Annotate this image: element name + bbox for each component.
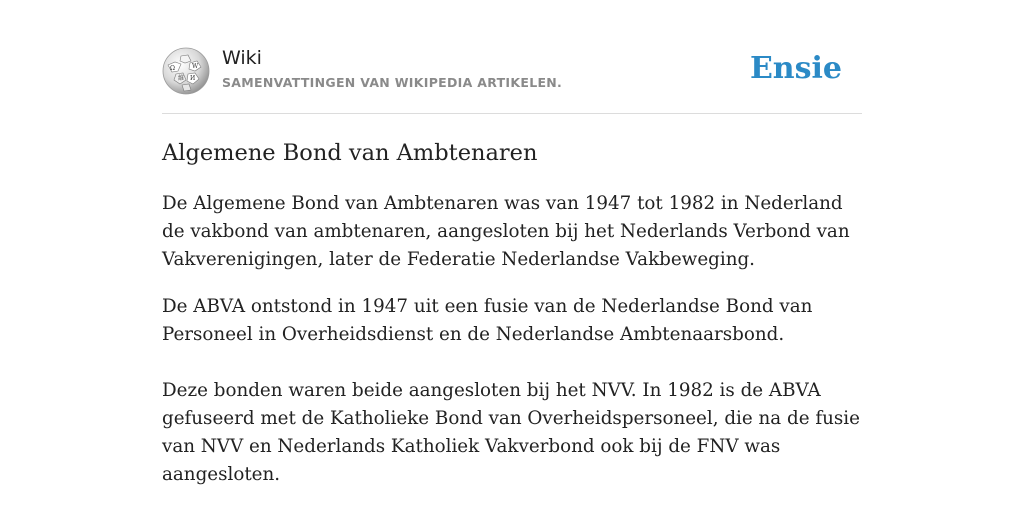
svg-text:維: 維 [178,75,185,82]
svg-text:И: И [190,75,196,82]
article-paragraph: De ABVA ontstond in 1947 uit een fusie van de Nederlandse Bond van Personeel in Overheidsdienst en de Nederlandse Ambtenaarsbond. [162,296,813,345]
site-tagline: SAMENVATTINGEN VAN WIKIPEDIA ARTIKELEN. [222,75,563,90]
site-name[interactable]: Wiki [222,47,262,69]
ensie-brand-link[interactable]: Ensie [749,51,842,86]
svg-text:Ω: Ω [170,65,175,72]
article-title: Algemene Bond van Ambtenaren [162,140,538,166]
site-header [162,44,862,114]
article-content [162,138,862,489]
article-paragraph: Deze bonden waren beide aangesloten bij het NVV. In 1982 is de ABVA gefuseerd met de Katholieke Bond van Overheidspersoneel, die na de fusie van NVV en Nederlands Katholiek Vakverbond ook bij de FNV was aangesloten. [162,380,860,485]
svg-text:W: W [192,63,199,70]
wikipedia-globe-icon[interactable] [162,47,210,95]
article-paragraph: De Algemene Bond van Ambtenaren was van 1947 tot 1982 in Nederland de vakbond van ambtenaren, aangesloten bij het Nederlands Verbond van Vakverenigingen, later de Federatie Nederlandse Vakbeweging. [162,193,850,270]
